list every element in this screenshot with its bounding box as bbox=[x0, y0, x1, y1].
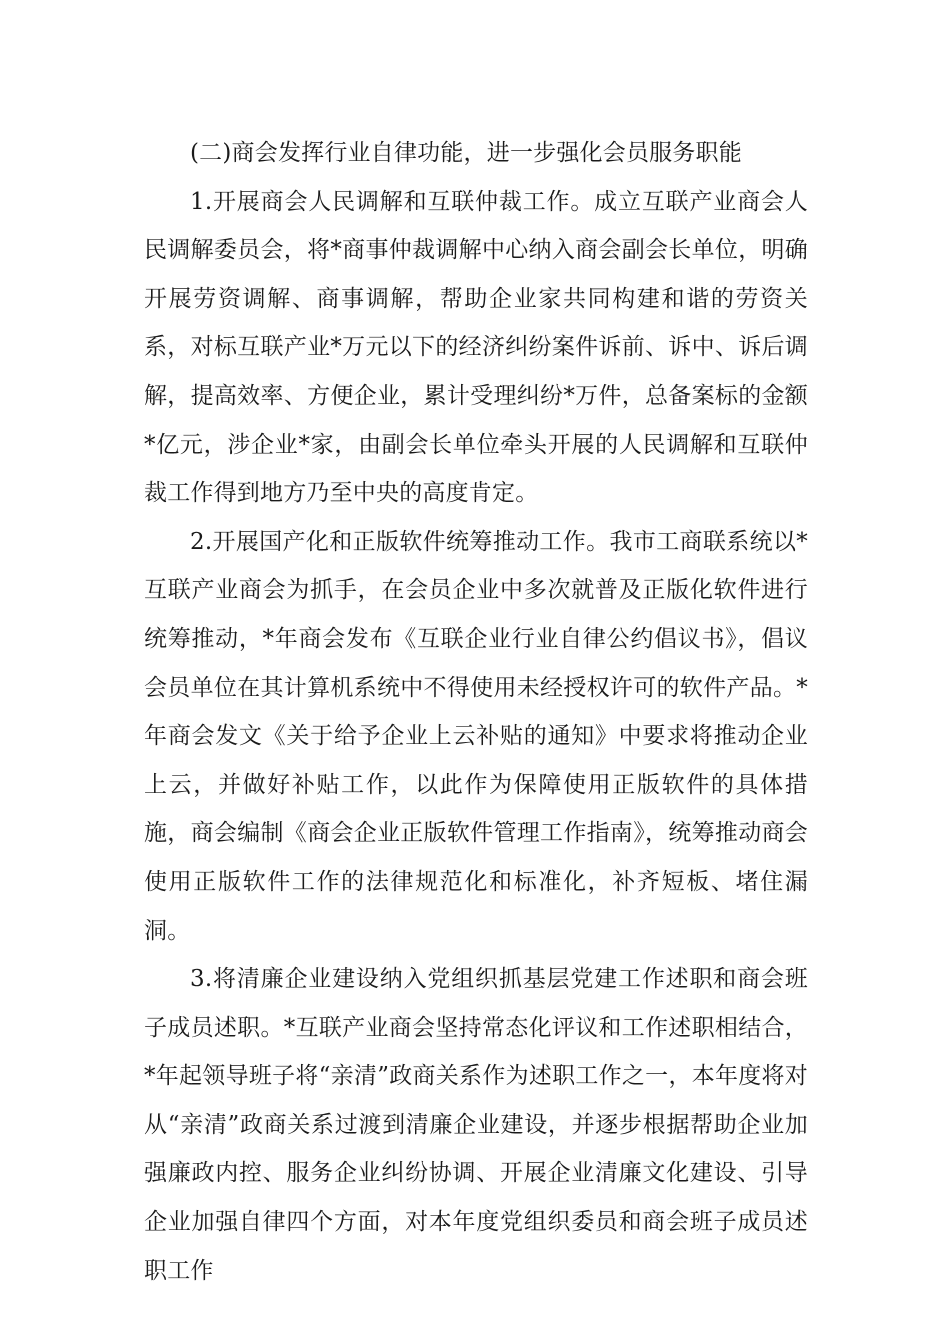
paragraph-2: 2.开展国产化和正版软件统筹推动工作。我市工商联系统以*互联产业商会为抓手，在会员企业中多次就普及正版化软件进行统筹推动，*年商会发布《互联企业行业自律公约倡议书》，倡议会员单位在其计算机系统中不得使用未经授权许可的软件产品。*年商会发文《关于给予企业上云补贴的通知》中要求将推动企业上云，并做好补贴工作，以此作为保障使用正版软件的具体措施，商会编制《商会企业正版软件管理工作指南》，统筹推动商会使用正版软件工作的法律规范化和标准化，补齐短板、堵住漏洞。 bbox=[144, 528, 808, 944]
paragraph-3: 3.将清廉企业建设纳入党组织抓基层党建工作述职和商会班子成员述职。*互联产业商会坚持常态化评议和工作述职相结合，*年起领导班子将“亲清”政商关系作为述职工作之一，本年度将对从“亲清”政商关系过渡到清廉企业建设，并逐步根据帮助企业加强廉政内控、服务企业纠纷协调、开展企业清廉文化建设、引导企业加强自律四个方面，对本年度党组织委员和商会班子成员述职工作 bbox=[144, 966, 808, 1284]
paragraph-1: 1.开展商会人民调解和互联仲裁工作。成立互联产业商会人民调解委员会，将*商事仲裁调解中心纳入商会副会长单位，明确开展劳资调解、商事调解，帮助企业家共同构建和谐的劳资关系，对标互联产业*万元以下的经济纠纷案件诉前、诉中、诉后调解，提高效率、方便企业，累计受理纠纷*万件，总备案标的金额*亿元，涉企业*家，由副会长单位牵头开展的人民调解和互联仲裁工作得到地方乃至中央的高度肯定。 bbox=[144, 188, 808, 507]
section-heading: (二)商会发挥行业自律功能，进一步强化会员服务职能 bbox=[190, 140, 742, 166]
document-body bbox=[144, 129, 808, 1295]
